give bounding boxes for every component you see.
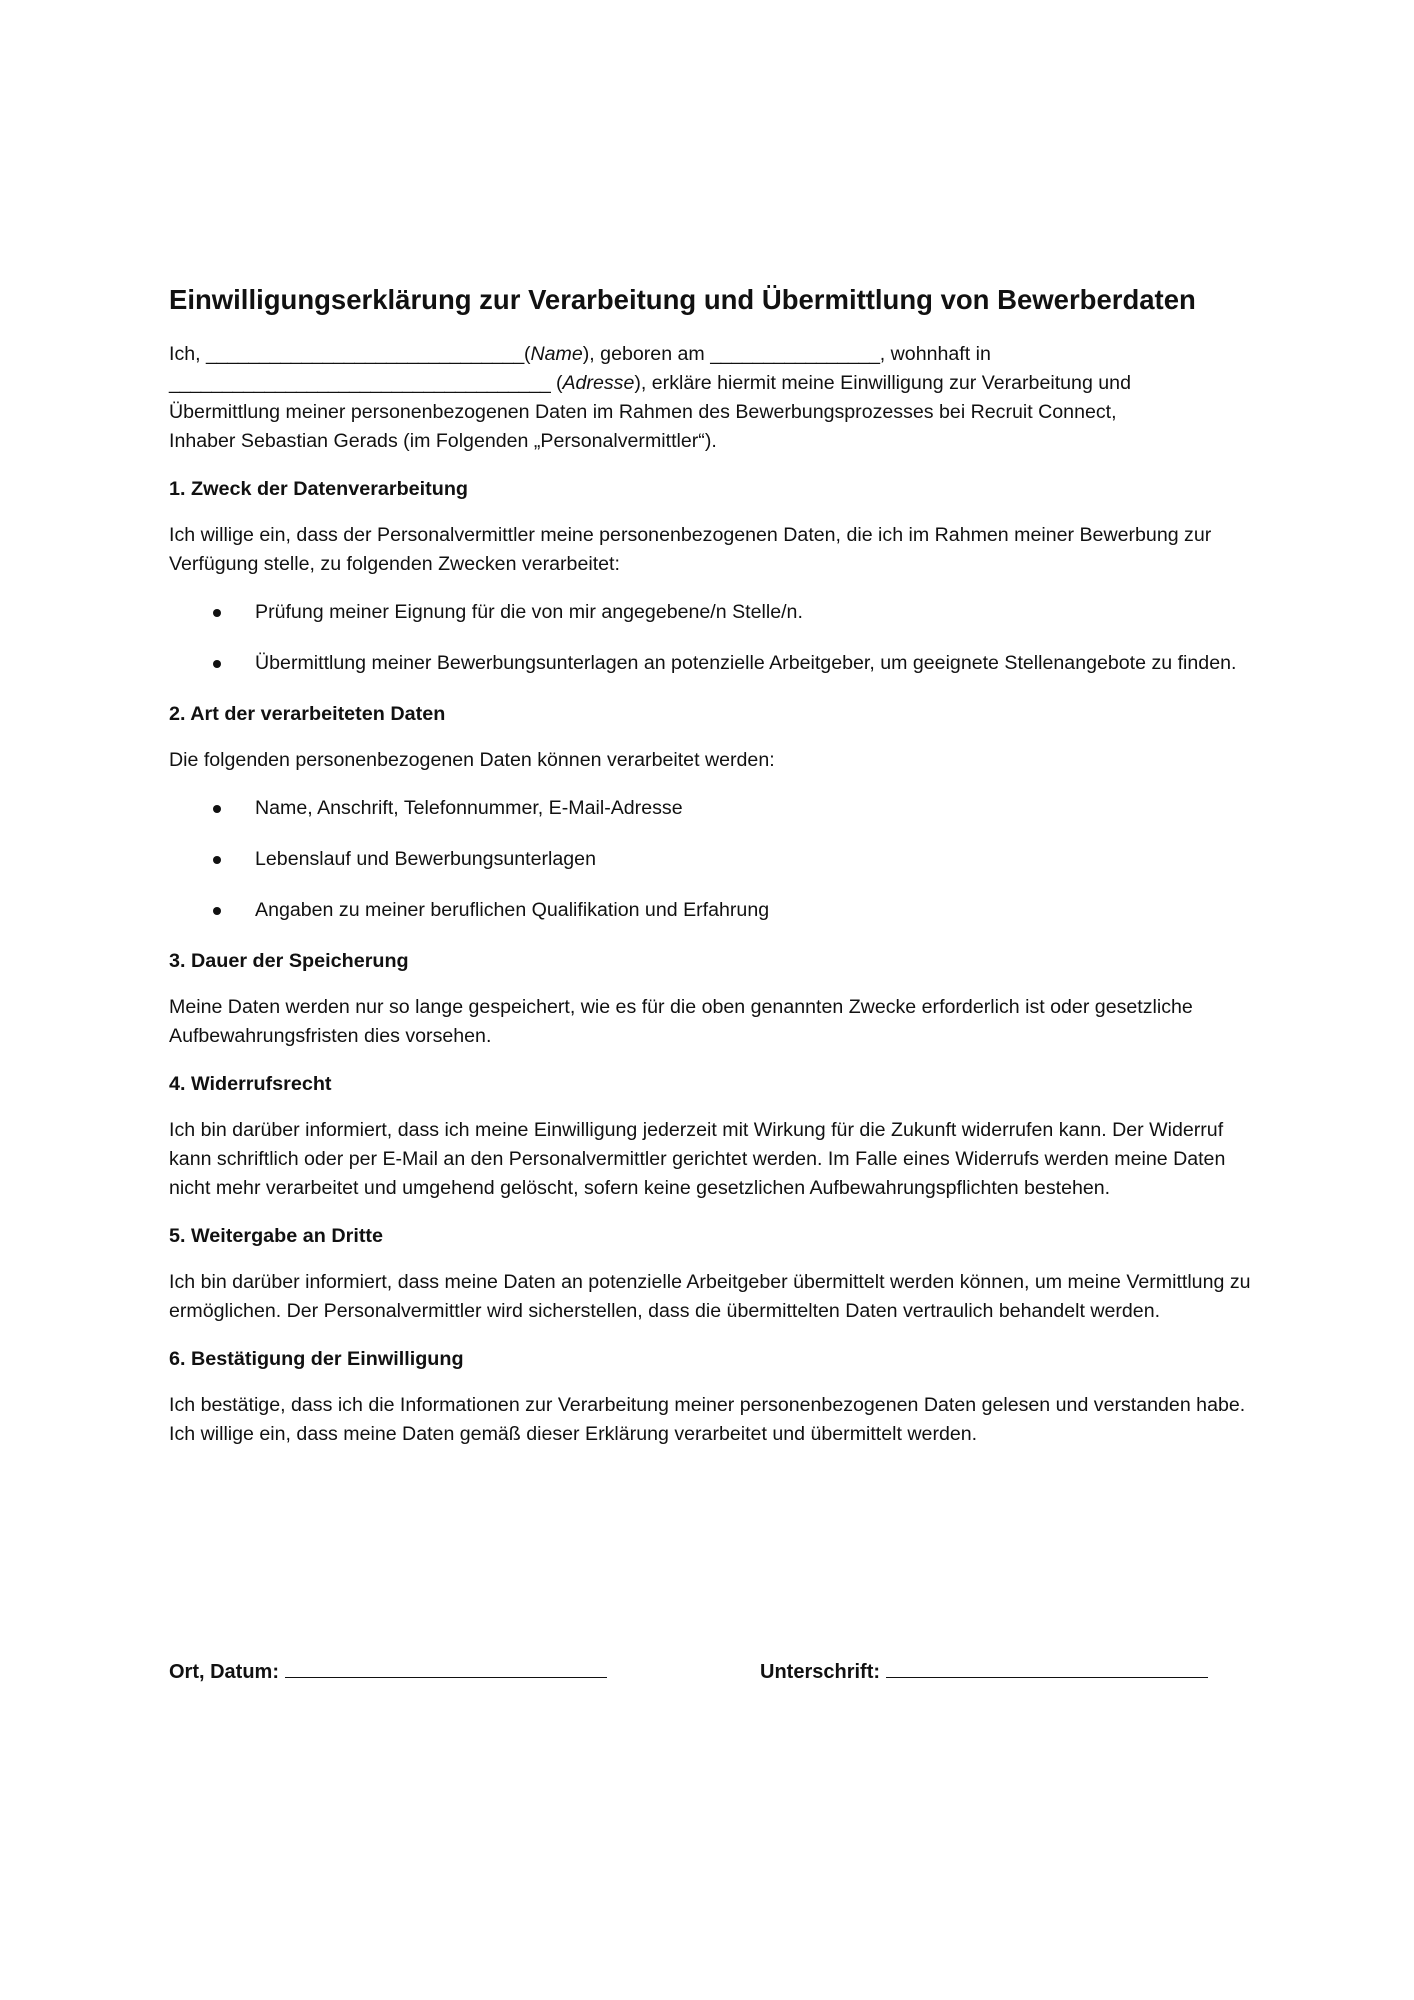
list-item-text: Lebenslauf und Bewerbungsunterlagen [255, 848, 596, 870]
section-heading: 6. Bestätigung der Einwilligung [169, 1348, 464, 1370]
name-field-label: Name [530, 343, 583, 365]
list-item-text: Name, Anschrift, Telefonnummer, E-Mail-Adresse [255, 797, 683, 819]
section-heading: 2. Art der verarbeiteten Daten [169, 703, 446, 725]
intro-line-4: Inhaber Sebastian Gerads (im Folgenden „Personalvermittler“). [169, 430, 717, 452]
document-page [169, 280, 1259, 1468]
place-date-field [169, 1655, 607, 1687]
intro-text: ), erkläre hiermit meine Einwilligung zur Verarbeitung und [634, 372, 1131, 394]
section-text: Die folgenden personenbezogenen Daten können verarbeitet werden: [169, 749, 775, 771]
section-heading: 4. Widerrufsrecht [169, 1073, 332, 1095]
bullet-list [169, 794, 1259, 925]
signature-field [760, 1655, 1208, 1687]
document-title: Einwilligungserklärung zur Verarbeitung und Übermittlung von Bewerberdaten [169, 284, 1196, 315]
bullet-icon [213, 609, 221, 617]
signature-label: Unterschrift: [760, 1661, 881, 1683]
intro-text: Ich, [169, 343, 207, 365]
list-item-text: Übermittlung meiner Bewerbungsunterlagen an potenzielle Arbeitgeber, um geeignete Stellenangebote zu finden. [255, 652, 1237, 674]
section-text: Ich willige ein, dass der Personalvermittler meine personenbezogenen Daten, die ich im Rahmen meiner Bewerbung zur Verfügung stelle, zu folgenden Zwecken verarbeitet: [169, 524, 1212, 575]
bullet-icon [213, 805, 221, 813]
section-heading: 1. Zweck der Datenverarbeitung [169, 478, 469, 500]
signature-blank-line [886, 1655, 1208, 1678]
list-item-text: Prüfung meiner Eignung für die von mir angegebene/n Stelle/n. [255, 601, 803, 623]
list-item [169, 598, 1259, 627]
list-item [169, 845, 1259, 874]
bullet-icon [213, 660, 221, 668]
section-text: Ich bin darüber informiert, dass ich meine Einwilligung jederzeit mit Wirkung für die Zukunft widerrufen kann. Der Widerruf kann schriftlich oder per E-Mail an den Personalvermittler gerichtet werden. Im Falle eines Widerrufs werden meine Daten nicht mehr verarbeitet und umgehend gelöscht, sofern keine gesetzlichen Aufbewahrungspflichten bestehen. [169, 1119, 1226, 1199]
name-blank-line: ______________________________ [206, 343, 524, 365]
bullet-icon [213, 856, 221, 864]
intro-line-2: ____________________________________ (Adresse), erkläre hiermit meine Einwilligung zur Verarbeitung und [169, 372, 1131, 394]
intro-line-3: Übermittlung meiner personenbezogenen Daten im Rahmen des Bewerbungsprozesses bei Recruit Connect, [169, 401, 1117, 423]
section-text: Meine Daten werden nur so lange gespeichert, wie es für die oben genannten Zwecke erforderlich ist oder gesetzliche Aufbewahrungsfristen dies vorsehen. [169, 996, 1193, 1047]
intro-paragraph [169, 340, 1259, 456]
section-heading: 3. Dauer der Speicherung [169, 950, 409, 972]
list-item [169, 896, 1259, 925]
address-blank-line: ____________________________________ [169, 372, 551, 394]
bullet-list [169, 598, 1259, 678]
list-item-text: Angaben zu meiner beruflichen Qualifikation und Erfahrung [255, 899, 770, 921]
place-date-blank-line [285, 1655, 607, 1678]
birthdate-blank-line: ________________ [710, 343, 880, 365]
intro-text: ), geboren am [582, 343, 711, 365]
bullet-icon [213, 907, 221, 915]
section-heading: 5. Weitergabe an Dritte [169, 1225, 383, 1247]
intro-text: , wohnhaft in [879, 343, 991, 365]
address-field-label: Adresse [562, 372, 635, 394]
place-date-label: Ort, Datum: [169, 1661, 279, 1683]
section-text: Ich bestätige, dass ich die Informationen zur Verarbeitung meiner personenbezogenen Daten gelesen und verstanden habe. Ich willige ein, dass meine Daten gemäß dieser Erklärung verarbeitet und übermittelt werden. [169, 1394, 1246, 1445]
list-item [169, 649, 1259, 678]
section-text: Ich bin darüber informiert, dass meine Daten an potenzielle Arbeitgeber übermittelt werden können, um meine Vermittlung zu ermöglichen. Der Personalvermittler wird sicherstellen, dass die übermittelten Daten vertraulich behandelt werden. [169, 1271, 1251, 1322]
list-item [169, 794, 1259, 823]
intro-line-1: Ich, ______________________________(Name), geboren am ________________, wohnhaft in [169, 343, 991, 365]
